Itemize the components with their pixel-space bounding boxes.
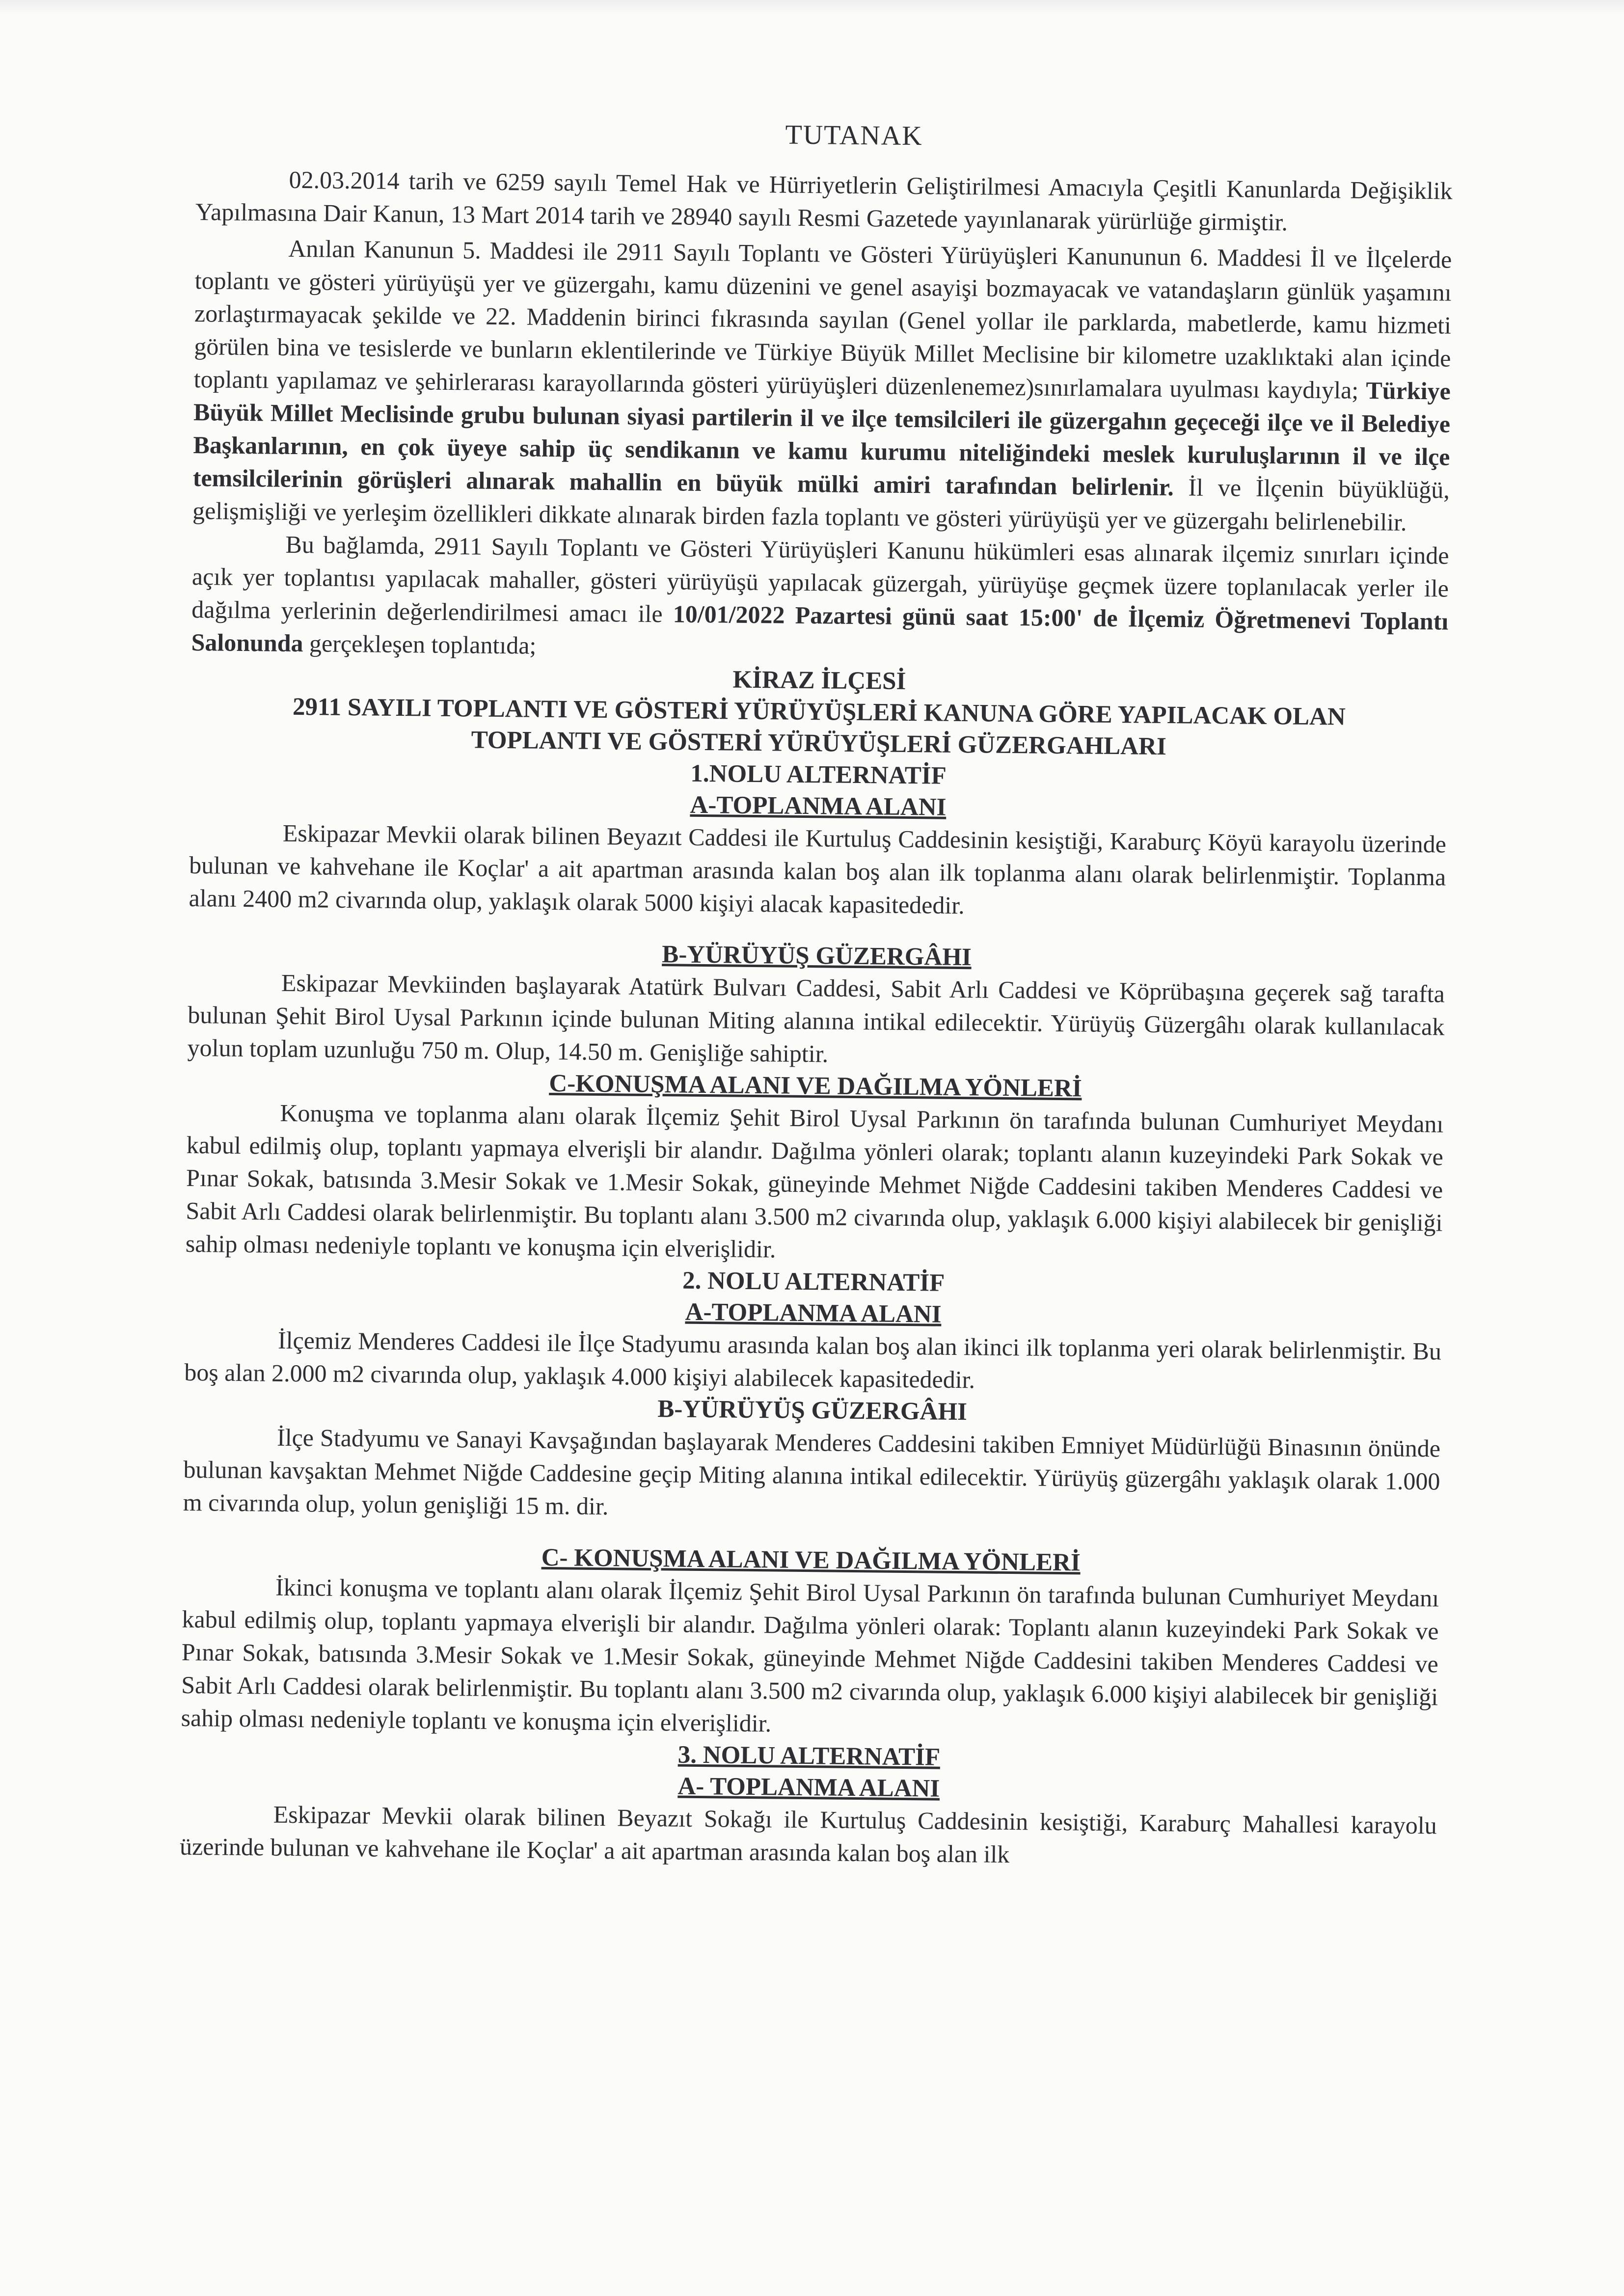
alt2-heading: 2. NOLU ALTERNATİF bbox=[682, 1267, 945, 1297]
intro-paragraph-2-bold: Türkiye Büyük Millet Meclisinde grubu bulunan siyasi partilerin il ve ilçe temsilcileri ile güzergahın geçeceği ilçe ve il Belediye Başkanlarının, en çok üyeye sahip üç sendikanın ve kamu kurumu niteliğindeki meslek kuruluşlarının il ve ilçe temsilcilerinin görüşleri alınarak mahallin en büyük mülki amiri tarafından belirlenir. bbox=[192, 376, 1451, 501]
alt1-heading: 1.NOLU ALTERNATİF bbox=[690, 759, 947, 790]
intro-paragraph-3-bold: 10/01/2022 Pazartesi günü saat 15:00' de İlçemiz Öğretmenevi Toplantı Salonunda bbox=[191, 600, 1449, 657]
alt1-a-paragraph: Eskipazar Mevkii olarak bilinen Beyazıt Caddesi ile Kurtuluş Caddesinin kesiştiği, Karaburç Köyü karayolu üzerinde bulunan ve kahvehane ile Koçlar' a ait apartman arasında kalan boş alan ilk toplanma alanı olarak belirlenmiştir. Toplanma alanı 2400 m2 civarında olup, yaklaşık olarak 5000 kişiyi alacak kapasitededir. bbox=[189, 819, 1447, 919]
intro-paragraph-2 bbox=[192, 231, 1452, 540]
alt2-a-paragraph: İlçemiz Menderes Caddesi ile İlçe Stadyumu arasında kalan boş alan ikinci ilk toplanma yeri olarak belirlenmiştir. Bu boş alan 2.000 m2 civarında olup, yaklaşık 4.000 kişiyi alabilecek kapasitededir. bbox=[184, 1326, 1442, 1394]
alt1-b-paragraph: Eskipazar Mevkiinden başlayarak Atatürk Bulvarı Caddesi, Sabit Arlı Caddesi ve Köprübaşına geçerek sağ tarafta bulunan Şehit Birol Uysal Parkının içinde bulunan Miting alanına intikal edilecektir. Yürüyüş Güzergâhı olarak kullanılacak yolun toplam uzunluğu 750 m. Olup, 14.50 m. Genişliğe sahiptir. bbox=[187, 969, 1445, 1068]
alt2-b-paragraph: İlçe Stadyumu ve Sanayi Kavşağından başlayarak Menderes Caddesini takiben Emniyet Müdürlüğü Binasının önünde bulunan kavşaktan Mehmet Niğde Caddesine geçip Miting alanına intikal edilecektir. Yürüyüş güzergâhı yaklaşık olarak 1.000 m civarında olup, yolun genişliği 15 m. dir. bbox=[183, 1423, 1441, 1520]
main-heading-line-1: 2911 SAYILI TOPLANTI VE GÖSTERİ YÜRÜYÜŞLERİ KANUNA GÖRE YAPILACAK OLAN bbox=[292, 693, 1346, 731]
intro-paragraph-2-text-c: İl ve İlçenin büyüklüğü, gelişmişliği ve yerleşim özellikleri dikkate alınarak birden fazla toplantı ve gösteri yürüyüşü yer ve güzergahı belirlenebilir. bbox=[192, 473, 1450, 536]
alt1-a-heading-text: A-TOPLANMA ALANI bbox=[690, 791, 947, 821]
alt3-a-heading-text: A- TOPLANMA ALANI bbox=[677, 1772, 940, 1803]
intro-paragraph-3-text-a: Bu bağlamda, 2911 Sayılı Toplantı ve Gösteri Yürüyüşleri Kanunu hükümleri esas alınarak ilçemiz sınırları içinde açık yer toplantısı yapılacak mahaller, gösteri yürüyüşü yapılacak güzergah, yürüyüşe geçmek üzere toplanılacak yerler ile dağılma yerlerinin değerlendirilmesi amacı ile bbox=[191, 530, 1449, 628]
intro-paragraph-1: 02.03.2014 tarih ve 6259 sayılı Temel Hak ve Hürriyetlerin Geliştirilmesi Amacıyla Çeşitli Kanunlarda Değişiklik Yapılmasına Dair Kanun, 13 Mart 2014 tarih ve 28940 sayılı Resmi Gazetede yayınlanarak yürürlüğe girmiştir. bbox=[195, 165, 1453, 236]
alt1-c-heading-text: C-KONUŞMA ALANI VE DAĞILMA YÖNLERİ bbox=[549, 1069, 1082, 1103]
intro-paragraph-3 bbox=[191, 527, 1449, 671]
alt1-b-heading-text: B-YÜRÜYÜŞ GÜZERGÂHI bbox=[662, 941, 972, 972]
scan-edge-shadow bbox=[0, 0, 1624, 15]
intro-paragraph-2-text-a: Anılan Kanunun 5. Maddesi ile 2911 Sayılı Toplantı ve Gösteri Yürüyüşleri Kanununun 6. Maddesi İl ve İlçelerde toplantı ve gösteri yürüyüşü yer ve güzergahı, kamu düzenini ve genel asayişi bozmayacak ve vatandaşların günlük yaşamını zorlaştırmayacak şekilde ve 22. Maddenin birinci fıkrasında sayılan (Genel yollar ile parklarda, mabetlerde, kamu hizmeti görülen bina ve tesislerde ve bunların eklentilerinde ve Türkiye Büyük Millet Meclisine bir kilometre uzaklıktaki alan içinde toplantı yapılamaz ve şehirlerarası karayollarında gösteri yürüyüşleri düzenlenemez)sınırlamalara uyulması kaydıyla; bbox=[193, 234, 1452, 404]
document-title: TUTANAK bbox=[785, 119, 923, 152]
alt2-c-heading-text: C- KONUŞMA ALANI VE DAĞILMA YÖNLERİ bbox=[541, 1543, 1081, 1577]
alt3-a-paragraph: Eskipazar Mevkii olarak bilinen Beyazıt Sokağı ile Kurtuluş Caddesinin kesiştiği, Karaburç Mahallesi karayolu üzerinde bulunan ve kahvehane ile Koçlar' a ait apartman arasında kalan boş alan ilk bbox=[179, 1800, 1437, 1868]
alt1-c-paragraph: Konuşma ve toplanma alanı olarak İlçemiz Şehit Birol Uysal Parkının ön tarafında bulunan Cumhuriyet Meydanı kabul edilmiş olup, toplantı yapmaya elverişli bir alandır. Dağılma yönleri olarak; toplantı alanın kuzeyindeki Park Sokak ve Pınar Sokak, batısında 3.Mesir Sokak ve 1.Mesir Sokak, güneyinde Mehmet Niğde Caddesini takiben Menderes Caddesi ve Sabit Arlı Caddesi olarak belirlenmiştir. Bu toplantı alanı 3.500 m2 civarında olup, yaklaşık 6.000 kişiyi alabilecek bir genişliği sahip olması nedeniyle toplantı ve konuşma için elverişlidir. bbox=[185, 1099, 1444, 1263]
alt2-a-heading-text: A-TOPLANMA ALANI bbox=[685, 1298, 942, 1328]
main-heading-line-2: TOPLANTI VE GÖSTERİ YÜRÜYÜŞLERİ GÜZERGAHLARI bbox=[471, 726, 1166, 761]
alt2-c-paragraph: İkinci konuşma ve toplantı alanı olarak İlçemiz Şehit Birol Uysal Parkının ön tarafında bulunan Cumhuriyet Meydanı kabul edilmiş olup, toplantı yapmaya elverişli bir alandır. Dağılma yönleri olarak: Toplantı alanın kuzeyindeki Park Sokak ve Pınar Sokak, batısında 3.Mesir Sokak ve 1.Mesir Sokak, güneyinde Mehmet Niğde Caddesini takiben Menderes Caddesi ve Sabit Arlı Caddesi olarak belirlenmiştir. Bu toplantı alanı 3.500 m2 civarında olup, yaklaşık 6.000 kişiyi alabilecek bir genişliği sahip olması nedeniyle toplantı ve konuşma için elverişlidir. bbox=[181, 1573, 1439, 1737]
document-body bbox=[180, 113, 1453, 1875]
alt2-b-heading: B-YÜRÜYÜŞ GÜZERGÂHI bbox=[657, 1395, 968, 1426]
intro-paragraph-3-text-c: gerçekleşen toplantıda; bbox=[309, 629, 537, 659]
district-heading: KİRAZ İLÇESİ bbox=[732, 666, 906, 695]
alt3-heading-text: 3. NOLU ALTERNATİF bbox=[677, 1741, 941, 1771]
